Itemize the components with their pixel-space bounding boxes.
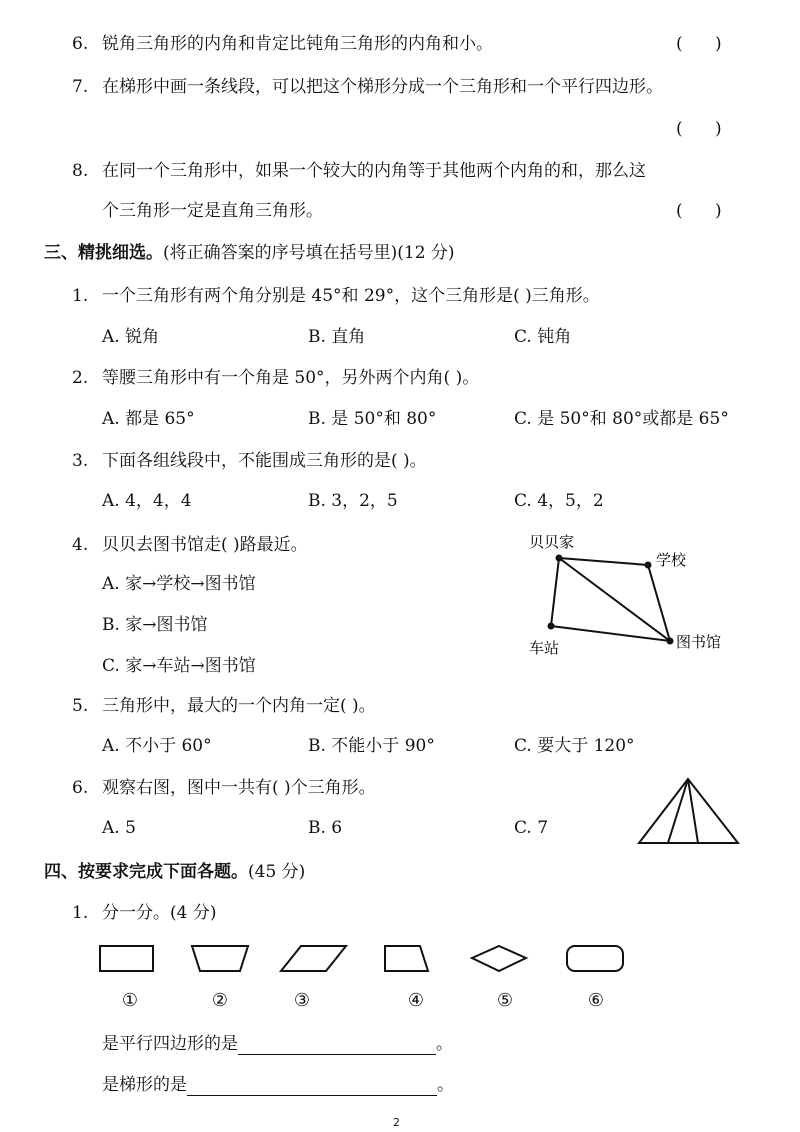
s3-q5-num: 5.	[72, 696, 89, 716]
shape-rhombus	[472, 946, 526, 971]
fill-parallelogram-end: 。	[436, 1034, 453, 1054]
shape-isosceles-trapezoid	[192, 946, 248, 971]
s3-q3-num: 3.	[72, 451, 89, 471]
fill-parallelogram-row	[102, 1033, 453, 1055]
s3-q2-option-a[interactable]: A. 都是 65°	[102, 409, 195, 429]
section3-heading	[44, 242, 455, 264]
fill-trapezoid-label: 是梯形的是	[102, 1075, 187, 1095]
s3-q6-num: 6.	[72, 778, 89, 798]
library-point	[667, 638, 674, 645]
s3-q3-option-a[interactable]: A. 4，4，4	[102, 491, 192, 511]
map-label-library: 图书馆	[676, 633, 722, 651]
s4-q1-num: 1.	[72, 903, 89, 923]
shape-rounded-rectangle	[567, 946, 623, 971]
page-number: 2	[393, 1116, 400, 1129]
s3-q4-text: 贝贝去图书馆走( )路最近。	[102, 535, 308, 555]
triangle-figure	[634, 776, 744, 846]
route-map-diagram	[520, 525, 780, 665]
judge-q8-text-line1: 在同一个三角形中，如果一个较大的内角等于其他两个内角的和，那么这	[102, 161, 646, 181]
s3-q1	[72, 285, 600, 307]
section4-note: (45 分)	[248, 862, 306, 882]
s3-q1-num: 1.	[72, 286, 89, 306]
s4-q1	[72, 902, 216, 924]
shape-label-2: ②	[211, 990, 229, 1011]
judge-q8-num: 8.	[72, 161, 89, 181]
s3-q2	[72, 367, 479, 389]
shape-label-4: ④	[407, 990, 425, 1011]
s3-q6-text: 观察右图，图中一共有( )个三角形。	[102, 778, 376, 798]
s3-q3-option-c[interactable]: C. 4，5，2	[514, 491, 604, 511]
map-label-home: 贝贝家	[529, 533, 575, 551]
s3-q6	[72, 777, 376, 799]
s3-q5-text: 三角形中，最大的一个内角一定( )。	[102, 696, 376, 716]
judge-q6-text: 锐角三角形的内角和肯定比钝角三角形的内角和小。	[102, 34, 493, 54]
s3-q2-text: 等腰三角形中有一个角是 50°，另外两个内角( )。	[102, 368, 480, 388]
judge-q7-answer-paren[interactable]: ( )	[676, 119, 722, 139]
judge-q6-num: 6.	[72, 34, 89, 54]
s3-q1-option-b[interactable]: B. 直角	[308, 327, 366, 347]
judge-q6-answer-paren[interactable]: ( )	[676, 34, 722, 54]
shape-parallelogram	[281, 946, 346, 971]
shapes-row	[90, 940, 730, 980]
judge-q7	[72, 76, 663, 98]
inner-line-left	[668, 779, 688, 843]
s3-q4	[72, 534, 308, 556]
s3-q6-option-a[interactable]: A. 5	[102, 818, 136, 838]
shape-label-3: ③	[293, 990, 311, 1011]
judge-q8	[72, 160, 646, 182]
s3-q4-option-b[interactable]: B. 家→图书馆	[102, 615, 208, 635]
s3-q1-option-c[interactable]: C. 钝角	[514, 327, 572, 347]
judge-q8-text-line2: 个三角形一定是直角三角形。	[102, 201, 323, 221]
shape-label-6: ⑥	[587, 990, 605, 1011]
s3-q5-option-a[interactable]: A. 不小于 60°	[102, 736, 212, 756]
s3-q3-text: 下面各组线段中，不能围成三角形的是( )。	[102, 451, 427, 471]
station-point	[548, 623, 555, 630]
fill-trapezoid-row	[102, 1074, 454, 1096]
school-point	[645, 562, 652, 569]
section3-title: 三、精挑细选。	[44, 243, 163, 263]
s3-q2-option-b[interactable]: B. 是 50°和 80°	[308, 409, 437, 429]
judge-q7-text: 在梯形中画一条线段，可以把这个梯形分成一个三角形和一个平行四边形。	[102, 77, 663, 97]
s3-q1-option-a[interactable]: A. 锐角	[102, 327, 160, 347]
fill-trapezoid-end: 。	[437, 1075, 454, 1095]
judge-q6	[72, 33, 493, 55]
s3-q6-option-c[interactable]: C. 7	[514, 818, 549, 838]
s3-q3	[72, 450, 427, 472]
s3-q4-option-a[interactable]: A. 家→学校→图书馆	[102, 574, 256, 594]
fill-parallelogram-label: 是平行四边形的是	[102, 1034, 238, 1054]
section4-heading	[44, 861, 305, 883]
s3-q2-option-c[interactable]: C. 是 50°和 80°或都是 65°	[514, 409, 729, 429]
shape-label-1: ①	[121, 990, 139, 1011]
s3-q3-option-b[interactable]: B. 3，2，5	[308, 491, 398, 511]
judge-q8-answer-paren[interactable]: ( )	[676, 201, 722, 221]
fill-trapezoid-blank[interactable]	[187, 1077, 437, 1096]
shape-rectangle	[100, 946, 153, 971]
map-label-school: 学校	[656, 551, 687, 569]
s3-q6-option-b[interactable]: B. 6	[308, 818, 343, 838]
s4-q1-text: 分一分。(4 分)	[102, 903, 217, 923]
map-label-station: 车站	[529, 639, 560, 657]
s3-q2-num: 2.	[72, 368, 89, 388]
s3-q4-option-c[interactable]: C. 家→车站→图书馆	[102, 656, 256, 676]
s3-q4-num: 4.	[72, 535, 89, 555]
section4-title: 四、按要求完成下面各题。	[44, 862, 248, 882]
judge-q7-num: 7.	[72, 77, 89, 97]
fill-parallelogram-blank[interactable]	[238, 1036, 436, 1055]
shape-label-5: ⑤	[496, 990, 514, 1011]
s3-q5	[72, 695, 376, 717]
shape-right-trapezoid	[385, 946, 428, 971]
s3-q5-option-b[interactable]: B. 不能小于 90°	[308, 736, 435, 756]
s3-q1-text: 一个三角形有两个角分别是 45°和 29°，这个三角形是( )三角形。	[102, 286, 600, 306]
section3-note: (将正确答案的序号填在括号里)(12 分)	[163, 243, 455, 263]
home-point	[556, 555, 563, 562]
s3-q5-option-c[interactable]: C. 要大于 120°	[514, 736, 635, 756]
